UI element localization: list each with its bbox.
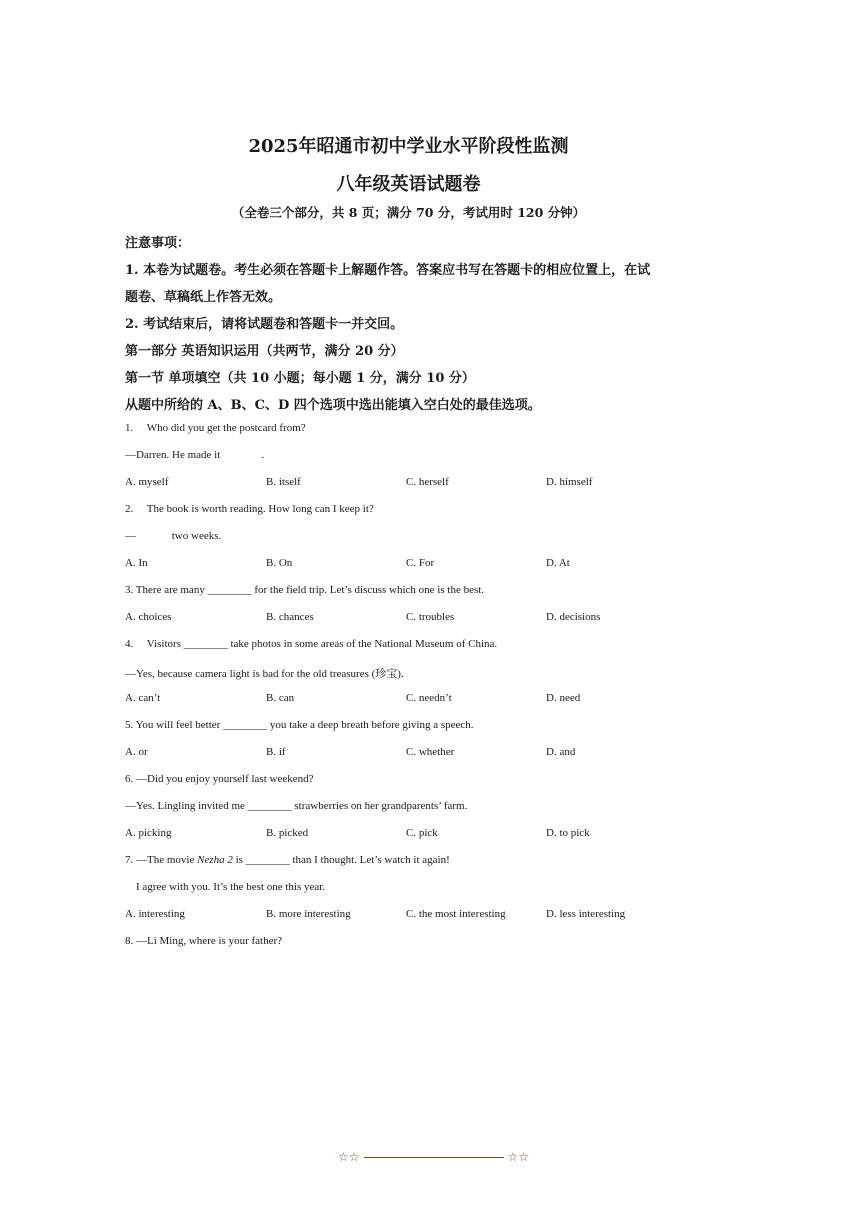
q3-option-b: B. chances [266, 611, 314, 623]
q2-option-c: C. For [406, 557, 435, 569]
q3-option-d: D. decisions [546, 611, 601, 623]
note-line-2: 题卷、草稿纸上作答无效。 [125, 290, 282, 305]
question-7-line-2: I agree with you. It’s the best one this year. [125, 881, 326, 893]
q5-option-a: A. or [125, 746, 148, 758]
q6-option-a: A. picking [125, 827, 172, 839]
question-4-line-2: —Yes, because camera light is bad for the old treasures (珍宝). [125, 668, 404, 680]
q1-option-a: A. myself [125, 476, 169, 488]
question-1-line-2: —Darren. He made it . [125, 449, 265, 461]
q3-option-a: A. choices [125, 611, 172, 623]
q6-option-c: C. pick [406, 827, 438, 839]
note-line-3: 2. 考试结束后，请将试题卷和答题卡一并交回。 [125, 317, 404, 332]
exam-subtitle: 八年级英语试题卷 [336, 174, 481, 195]
section-instruction: 从题中所给的 A、B、C、D 四个选项中选出能填入空白处的最佳选项。 [125, 398, 541, 413]
section-node: 第一节 单项填空（共 10 小题；每小题 1 分，满分 10 分） [125, 371, 475, 386]
page-footer-ornament [338, 1150, 529, 1164]
q2-option-b: B. On [266, 557, 293, 569]
q1-option-d: D. himself [546, 476, 593, 488]
notes-heading: 注意事项： [125, 236, 191, 251]
q6-option-b: B. picked [266, 827, 309, 839]
section-part: 第一部分 英语知识运用（共两节，满分 20 分） [125, 344, 404, 359]
question-2-line-2: — two weeks. [125, 530, 222, 542]
question-2-line-1: 2. The book is worth reading. How long can I keep it? [125, 503, 374, 515]
question-5-line-1: 5. You will feel better ________ you take a deep breath before giving a speech. [125, 719, 474, 731]
q7-movie-title: Nezha 2 [197, 854, 233, 866]
q5-option-d: D. and [546, 746, 576, 758]
question-6-line-2: —Yes. Lingling invited me ________ strawberries on her grandparents’ farm. [125, 800, 468, 812]
q4-option-c: C. needn’t [406, 692, 452, 704]
note-line-1: 1. 本卷为试题卷。考生必须在答题卡上解题作答。答案应书写在答题卡的相应位置上，在试 [125, 263, 651, 278]
q2-option-d: D. At [546, 557, 570, 569]
question-4-line-1: 4. Visitors ________ take photos in some areas of the National Museum of China. [125, 638, 498, 650]
question-8-line-1: 8. —Li Ming, where is your father? [125, 935, 283, 947]
exam-title: 2025年昭通市初中学业水平阶段性监测 [248, 136, 569, 157]
footer-divider [364, 1157, 504, 1158]
q7-text-post: is ________ than I thought. Let’s watch it again! [232, 854, 450, 866]
q5-option-c: C. whether [406, 746, 455, 758]
footer-stars-left: ☆☆ [338, 1150, 360, 1164]
q7-option-b: B. more interesting [266, 908, 351, 920]
q4-option-d: D. need [546, 692, 581, 704]
q4-option-a: A. can’t [125, 692, 161, 704]
q7-option-c: C. the most interesting [406, 908, 506, 920]
q5-option-b: B. if [266, 746, 286, 758]
q4-option-b: B. can [266, 692, 295, 704]
footer-stars-right: ☆☆ [507, 1150, 530, 1164]
q1-option-c: C. herself [406, 476, 449, 488]
q6-option-d: D. to pick [546, 827, 590, 839]
q1-option-b: B. itself [266, 476, 301, 488]
q7-option-a: A. interesting [125, 908, 185, 920]
q2-option-a: A. In [125, 557, 148, 569]
q7-text-pre: 7. —The movie [125, 854, 198, 866]
question-6-line-1: 6. —Did you enjoy yourself last weekend? [125, 773, 314, 785]
q7-option-d: D. less interesting [546, 908, 626, 920]
question-1-line-1: 1. Who did you get the postcard from? [125, 422, 306, 434]
q3-option-c: C. troubles [406, 611, 455, 623]
question-7-line-1 [125, 854, 450, 866]
exam-info: （全卷三个部分，共 8 页；满分 70 分，考试用时 120 分钟） [231, 205, 586, 220]
question-3-line-1: 3. There are many ________ for the field trip. Let’s discuss which one is the best. [125, 584, 485, 596]
